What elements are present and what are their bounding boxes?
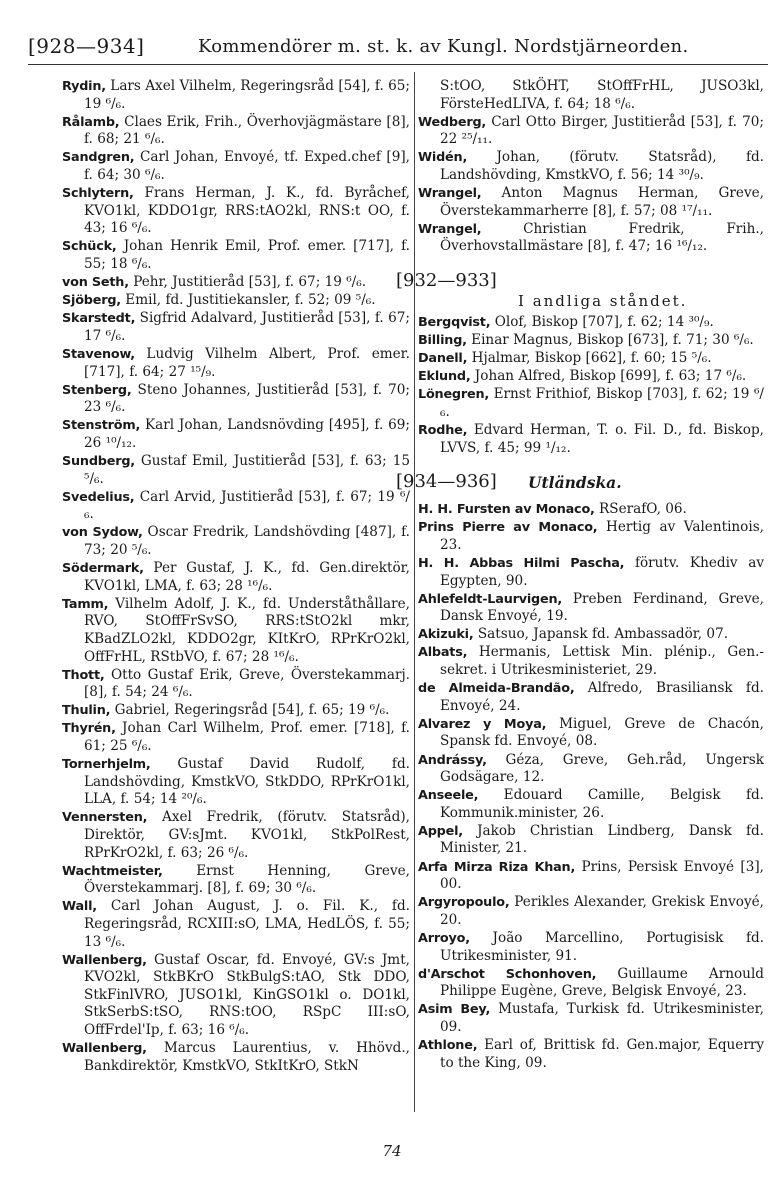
list-item (62, 560, 410, 595)
entry-name: Thulin, (62, 703, 111, 719)
right-column (396, 78, 765, 1073)
entry-name: Tamm, (62, 596, 109, 612)
list-item (62, 346, 410, 381)
entry-name: Lönegren, (418, 387, 490, 403)
section-range: [934—936] (396, 471, 497, 493)
entry-name: Argyropoulo, (418, 895, 510, 911)
entry-details: Ernst Frithiof, Biskop [703], f. 62; 19 ⁶/₆. (440, 386, 764, 420)
entry-name: Wallenberg, (62, 952, 147, 968)
list-item (418, 1037, 764, 1072)
entry-name: Rålamb, (62, 114, 120, 130)
list-item (62, 720, 410, 755)
section-label: Utländska. (528, 473, 622, 493)
entry-details: Sigfrid Adalvard, Justitieråd [53], f. 67; 17 ⁶/₆. (84, 310, 410, 344)
entry-details: Johan Henrik Emil, Prof. emer. [717], f. 55; 18 ⁶/₆. (84, 238, 410, 272)
entry-details: Karl Johan, Landsnövding [495], f. 69; 26 ¹⁰/₁₂. (84, 417, 410, 451)
list-item (418, 894, 764, 929)
entry-name: Schück, (62, 239, 117, 255)
entry-name: Stenberg, (62, 382, 132, 398)
entry-details: Johan, (förutv. Statsråd), fd. Landshövding, KmstkVO, f. 56; 14 ³⁰/₉. (440, 149, 764, 183)
entry-name: Wachtmeister, (62, 863, 163, 879)
list-item (418, 221, 764, 256)
list-item (418, 555, 764, 590)
entry-details: Gabriel, Regeringsråd [54], f. 65; 19 ⁶/₆. (110, 702, 390, 719)
list-item (62, 292, 410, 310)
entry-details: Olof, Biskop [707], f. 62; 14 ³⁰/₉. (490, 313, 714, 330)
list-item (418, 386, 764, 421)
entry-details: Carl Arvid, Justitieråd [53], f. 67; 19 ⁶/₆. (84, 488, 410, 523)
entry-name: Rodhe, (418, 423, 468, 438)
entry-details: Edvard Herman, T. o. Fil. D., fd. Biskop, LVVS, f. 45; 99 ¹/₁₂. (440, 422, 764, 456)
entry-name: Arfa Mirza Riza Khan, (418, 859, 576, 875)
list-item (418, 966, 764, 1001)
list-item (418, 501, 764, 519)
list-item (418, 114, 764, 149)
entry-name: Svedelius, (62, 489, 135, 505)
entry-name: Asim Bey, (418, 1002, 491, 1018)
list-item (418, 680, 764, 715)
entry-name: Rydin, (62, 79, 106, 94)
entry-details: Gustaf Oscar, fd. Envoyé, GV:s Jmt, KVO2kl, StkBKrO StkBulgS:tAO, Stk DDO, StkFinlVRO, JUSO1kl, KinGSO1kl o. DO1kl, StkSerbS:tSO, RNS:tOO, RSpC III:sO, OffFrdel'Ip, f. 63; 16 ⁶/₆. (84, 951, 410, 1038)
entry-name: Wallenberg, (62, 1041, 147, 1057)
entry-name: Bergqvist, (418, 314, 491, 330)
entry-details: Frans Herman, J. K., fd. Byråchef, KVO1kl, KDDO1gr, RRS:tAO2kl, RNS:t OO, f. 43; 16 ⁶/₆. (84, 185, 410, 237)
entry-name: Ahlefeldt-Laurvigen, (418, 591, 563, 607)
entry-name: von Seth, (62, 275, 129, 291)
list-item (62, 453, 410, 488)
entry-details: Pehr, Justitieråd [53], f. 67; 19 ⁶/₆. (128, 274, 367, 291)
list-item (418, 787, 764, 822)
list-item (62, 702, 410, 720)
list-item (418, 626, 764, 644)
list-item (418, 422, 764, 457)
page-number: 74 (382, 1142, 402, 1160)
list-item (62, 952, 410, 1040)
running-header (28, 30, 768, 65)
entry-name: Prins Pierre av Monaco, (418, 520, 598, 536)
entry-name: H. H. Abbas Hilmi Pascha, (418, 555, 625, 571)
entry-name: Eklund, (418, 369, 471, 385)
section-heading-clergy (396, 269, 764, 310)
entry-name: von Sydow, (62, 525, 143, 541)
entry-details: Carl Johan, Envoyé, tf. Exped.chef [9], f. 64; 30 ⁶/₆. (84, 149, 410, 183)
list-item (62, 524, 410, 559)
entry-details: Otto Gustaf Erik, Greve, Överstekammarj. [8], f. 54; 24 ⁶/₆. (84, 666, 410, 701)
list-item (62, 1040, 410, 1075)
list-item (418, 149, 764, 184)
entry-details: Hertig av Valentinois, 23. (440, 519, 764, 553)
entry-details: Anton Magnus Herman, Greve, Överstekammarherre [8], f. 57; 08 ¹⁷/₁₁. (440, 185, 764, 219)
entry-details: Satsuo, Japansk fd. Ambassadör, 07. (473, 626, 729, 643)
entry-details: Ernst Henning, Greve, Överstekammarj. [8], f. 69; 30 ⁶/₆. (84, 862, 410, 897)
entry-details: Gustaf David Rudolf, fd. Landshövding, KmstkVO, StkDDO, RPrKrO1kl, LLA, f. 54; 14 ²⁰/₆. (84, 756, 410, 808)
entry-details: Hjalmar, Biskop [662], f. 60; 15 ⁵/₆. (467, 350, 712, 367)
list-item (418, 368, 764, 386)
entry-details: Lars Axel Vilhelm, Regeringsråd [54], f. 65; 19 ⁶/₆. (84, 78, 410, 112)
section-heading-foreign (396, 471, 764, 495)
entry-name: Appel, (418, 823, 463, 839)
entry-details: Einar Magnus, Biskop [673], f. 71; 30 ⁶/₆. (466, 332, 754, 349)
entry-details: Mustafa, Turkisk fd. Utrikesminister, 09. (440, 1001, 764, 1035)
entry-name: Widén, (418, 150, 468, 166)
entry-name: Södermark, (62, 561, 144, 577)
entry-name: H. H. Fursten av Monaco, (418, 502, 595, 518)
entry-name: Tornerhjelm, (62, 757, 151, 773)
section-range: [932—933] (396, 269, 497, 291)
list-item (62, 274, 410, 292)
list-item (62, 898, 410, 951)
list-item (418, 350, 764, 368)
list-item (62, 310, 410, 345)
entry-details: Géza, Greve, Geh.råd, Ungersk Godsägare, 12. (440, 751, 764, 786)
entry-details: Claes Erik, Frih., Överhovjägmästare [8], f. 68; 21 ⁶/₆. (84, 113, 410, 148)
entry-details: Axel Fredrik, (förutv. Statsråd), Direktör, GV:sJmt. KVO1kl, StkPolRest, RPrKrO2kl, f. 63; 26 ⁶/₆. (84, 809, 410, 861)
entry-details: förutv. Khediv av Egypten, 90. (440, 554, 765, 589)
list-item (418, 644, 764, 679)
list-item (418, 752, 764, 787)
entry-details: Oscar Fredrik, Landshövding [487], f. 73; 20 ⁵/₆. (84, 524, 410, 558)
continued-entry: S:tOO, StkÖHT, StOffFrHL, JUSO3kl, FörsteHedLIVA, f. 64; 18 ⁶/₆. (440, 78, 764, 112)
entry-details: Per Gustaf, J. K., fd. Gen.direktör, KVO1kl, LMA, f. 63; 28 ¹⁶/₆. (84, 560, 410, 594)
list-item (62, 114, 410, 149)
section-label: I andliga ståndet. (518, 291, 688, 310)
entry-name: Andrássy, (418, 752, 487, 768)
entry-name: d'Arschot Schonhoven, (418, 966, 597, 982)
entry-name: Danell, (418, 351, 468, 367)
entry-details: Hermanis, Lettisk Min. plénip., Gen.-sekret. i Utrikesministeriet, 29. (440, 644, 764, 679)
entry-details: Perikles Alexander, Grekisk Envoyé, 20. (440, 894, 764, 928)
entry-name: Sjöberg, (62, 293, 121, 309)
entry-details: Preben Ferdinand, Greve, Dansk Envoyé, 19. (440, 590, 764, 625)
entry-details: João Marcellino, Portugisisk fd. Utrikesminister, 91. (440, 929, 764, 964)
list-item (62, 382, 410, 417)
list-item (418, 716, 764, 751)
entry-details: Jakob Christian Lindberg, Dansk fd. Minister, 21. (440, 822, 764, 857)
entry-name: Billing, (418, 333, 467, 349)
entry-details: Ludvig Vilhelm Albert, Prof. emer. [717], f. 64; 27 ¹⁵/₉. (84, 345, 410, 380)
list-item (62, 489, 410, 524)
entry-name: Thyrén, (62, 721, 116, 737)
list-item (418, 823, 764, 858)
entry-name: Sundberg, (62, 453, 135, 469)
list-item (62, 417, 410, 452)
entry-name: Anseele, (418, 788, 479, 804)
list-item (62, 809, 410, 862)
entry-details: Christian Fredrik, Frih., Överhovstallmästare [8], f. 47; 16 ¹⁶/₁₂. (440, 220, 764, 255)
entry-details: Carl Johan August, J. o. Fil. K., fd. Regeringsråd, RCXIII:sO, LMA, HedLÖS, f. 55; 13 ⁶/₆. (84, 898, 410, 950)
header-range: [928—934] (28, 34, 145, 58)
entry-name: Wedberg, (418, 114, 487, 130)
entry-details: Earl of, Brittisk fd. Gen.major, Equerry to the King, 09. (440, 1037, 764, 1071)
entry-details: Johan Alfred, Biskop [699], f. 63; 17 ⁶/₆. (470, 368, 747, 385)
list-item (62, 596, 410, 666)
list-item (418, 930, 764, 965)
header-title: Kommendörer m. st. k. av Kungl. Nordstjärneorden. (198, 36, 689, 57)
entry-details: Gustaf Emil, Justitieråd [53], f. 63; 15 ⁵/₆. (84, 452, 410, 487)
entry-name: Vennersten, (62, 810, 148, 826)
entry-details: Prins, Persisk Envoyé [3], 00. (440, 858, 764, 893)
entry-details: Emil, fd. Justitiekansler, f. 52; 09 ⁵/₆. (120, 292, 376, 309)
list-item (62, 78, 410, 113)
entry-details: Guillaume Arnould Philippe Eugène, Greve, Belgisk Envoyé, 23. (440, 965, 764, 1000)
entry-details: Johan Carl Wilhelm, Prof. emer. [718], f. 61; 25 ⁶/₆. (84, 720, 410, 754)
entry-name: Athlone, (418, 1038, 478, 1053)
entry-name: Schlytern, (62, 186, 134, 202)
entry-name: Akizuki, (418, 627, 474, 643)
entry-details: Vilhelm Adolf, J. K., fd. Underståthållare, RVO, StOffFrSvSO, RRS:tStO2kl mkr, KBadZLO2kl, KDDO2gr, KItKrO, RPrKrO2kl, OffFrHL, RStbVO, f. 67; 28 ¹⁶/₆. (84, 595, 410, 665)
list-item (62, 185, 410, 238)
entry-name: Wall, (62, 899, 97, 915)
entry-details: Marcus Laurentius, v. Hhövd., Bankdirektör, KmstkVO, StkItKrO, StkN (84, 1040, 410, 1074)
entry-name: Stenström, (62, 418, 141, 434)
list-item (62, 863, 410, 898)
entry-name: Wrangel, (418, 186, 482, 202)
entry-name: Arroyo, (418, 930, 470, 946)
list-item (62, 667, 410, 702)
entry-details: Carl Otto Birger, Justitieråd [53], f. 70; 22 ²⁵/₁₁. (440, 113, 764, 148)
entry-name: de Almeida-Brandão, (418, 681, 575, 697)
left-column (62, 78, 410, 1076)
list-item (418, 314, 764, 332)
column-divider (414, 72, 415, 1112)
entry-name: Sandgren, (62, 150, 135, 166)
list-item (418, 1001, 764, 1036)
entry-details: Steno Johannes, Justitieråd [53], f. 70; 23 ⁶/₆. (84, 381, 410, 416)
entry-name: Albats, (418, 645, 468, 661)
list-item (418, 591, 764, 626)
entry-details: RSerafO, 06. (594, 501, 687, 518)
entry-details: Alfredo, Brasiliansk fd. Envoyé, 24. (440, 680, 764, 714)
list-item (62, 238, 410, 273)
entry-name: Thott, (62, 667, 105, 683)
entry-name: Alvarez y Moya, (418, 716, 547, 732)
entry-details: Edouard Camille, Belgisk fd. Kommunik.minister, 26. (440, 787, 764, 821)
entry-details: Miguel, Greve de Chacón, Spansk fd. Envoyé, 08. (440, 715, 764, 750)
entry-name: Wrangel, (418, 221, 482, 237)
list-item (418, 332, 764, 350)
entry-name: Skarstedt, (62, 311, 136, 327)
entry-name: Stavenow, (62, 346, 135, 362)
list-item (418, 185, 764, 220)
list-item (418, 859, 764, 894)
list-item (418, 519, 764, 554)
list-item (62, 149, 410, 184)
list-item (62, 756, 410, 809)
